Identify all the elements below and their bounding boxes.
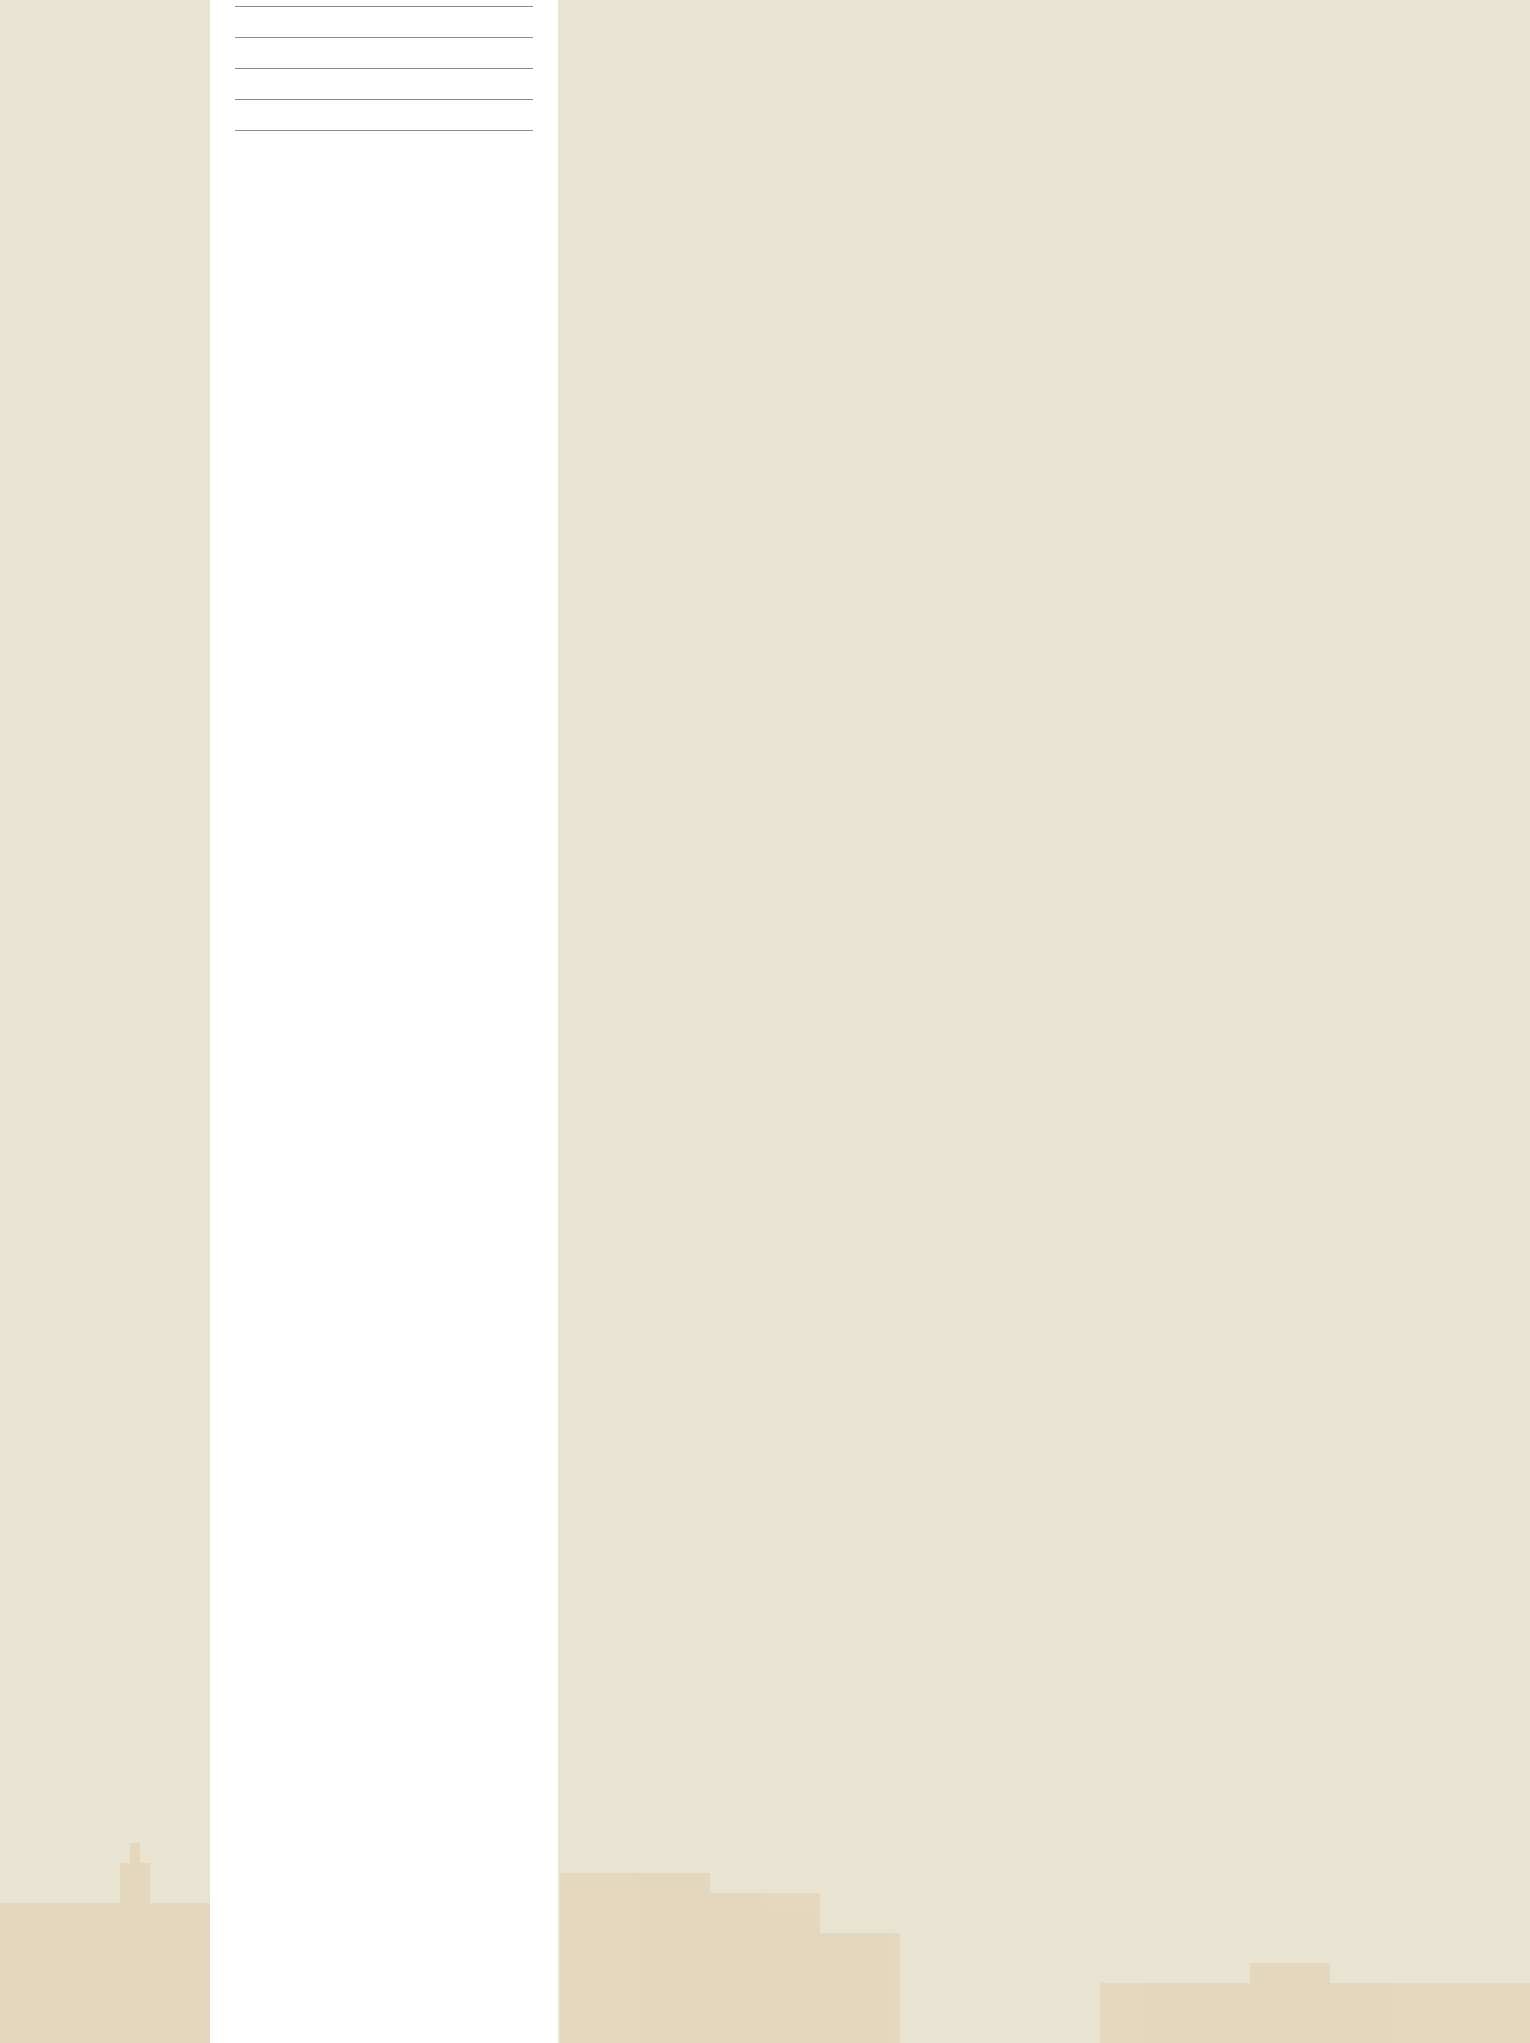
sidebar-link-in-room-dining[interactable] <box>235 38 533 68</box>
sidebar-link-meet-our-chefs[interactable] <box>235 69 533 99</box>
sidebar-nav-list <box>210 0 533 131</box>
menu-content <box>591 0 1321 5</box>
sidebar <box>210 0 558 2043</box>
sidebar-link-holiday-events[interactable] <box>235 7 533 37</box>
top-items <box>591 0 1321 5</box>
sidebar-link-restaurants-lounges[interactable] <box>235 100 533 130</box>
